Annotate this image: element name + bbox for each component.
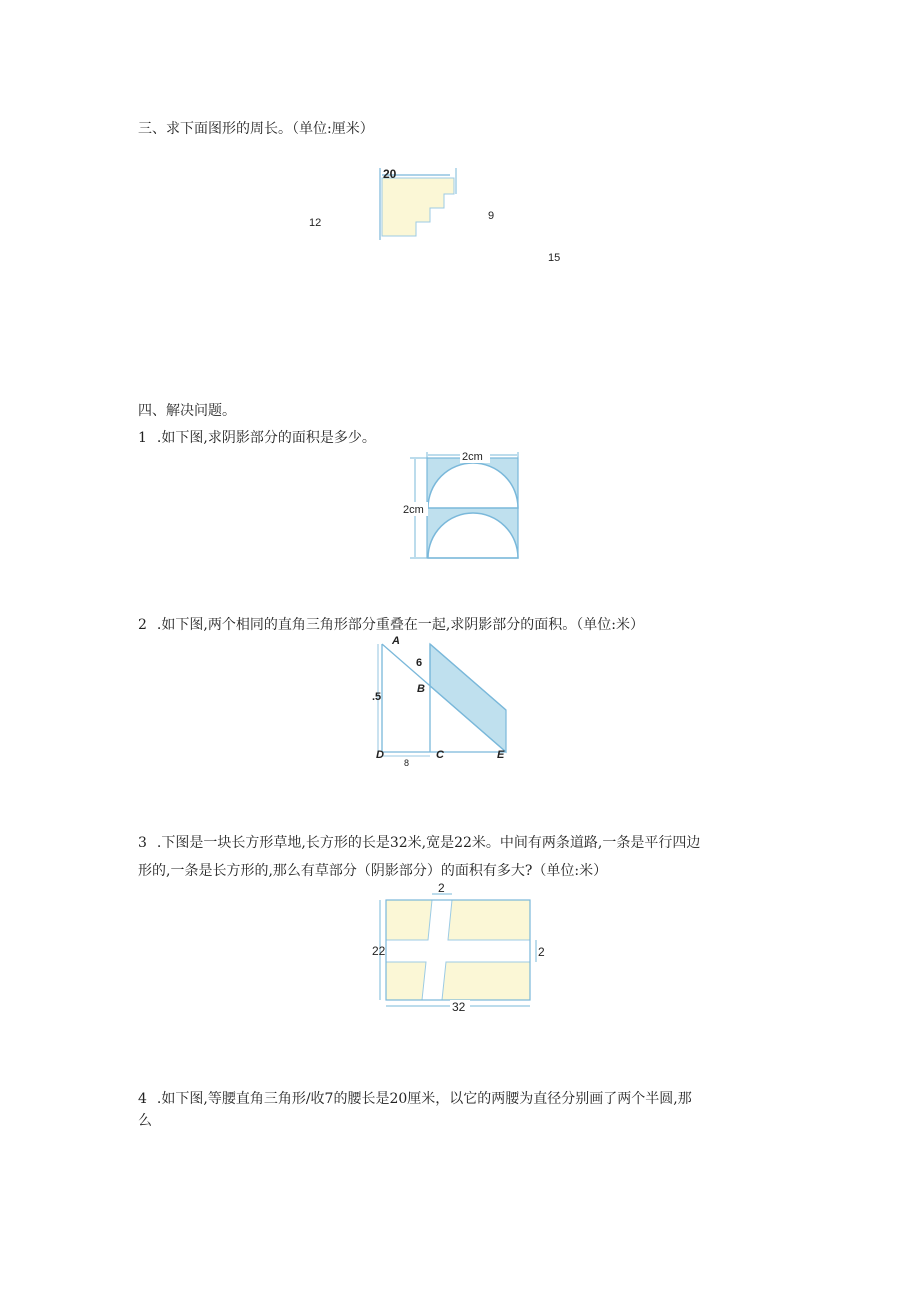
q2-text bbox=[138, 615, 644, 635]
q3-number: 3 bbox=[138, 835, 147, 851]
label-a: A bbox=[392, 635, 400, 647]
shaded-trapezoid bbox=[430, 644, 506, 752]
label-8: 8 bbox=[404, 758, 410, 768]
label-22: 22 bbox=[372, 944, 386, 958]
label-9: 9 bbox=[488, 210, 495, 222]
label-e: E bbox=[497, 749, 505, 761]
q2-body: .如下图,两个相同的直角三角形部分重叠在一起,求阴影部分的面积。（单位:米） bbox=[156, 617, 644, 633]
label-32: 32 bbox=[452, 1000, 466, 1014]
label-d: D bbox=[376, 749, 384, 761]
q4-number: 4 bbox=[138, 1091, 147, 1107]
label-2-top: 2 bbox=[438, 881, 445, 895]
label-2cm-top: 2cm bbox=[462, 451, 483, 463]
lawn-figure bbox=[372, 881, 545, 1014]
label-12: 12 bbox=[309, 217, 322, 229]
q4-text-line1 bbox=[138, 1089, 692, 1109]
label-c: C bbox=[436, 749, 444, 761]
label-6: 6 bbox=[416, 657, 423, 669]
q3-text-line2: 形的,一条是长方形的,那么有草部分（阴影部分）的面积有多大?（单位:米） bbox=[138, 863, 608, 879]
q3-text-line1 bbox=[138, 833, 700, 853]
q4-body-line1: .如下图,等腰直角三角形/收7的腰长是20厘米，以它的两腰为直径分别画了两个半圆,那 bbox=[156, 1091, 692, 1107]
staircase-figure bbox=[378, 164, 458, 244]
q1-body: .如下图,求阴影部分的面积是多少。 bbox=[156, 430, 376, 446]
staircase-shape bbox=[382, 178, 454, 236]
lawn-bottom-left bbox=[386, 962, 426, 1000]
semicircles-figure bbox=[398, 452, 528, 562]
label-15: 15 bbox=[548, 252, 561, 264]
section3-heading: 三、求下面图形的周长。（单位:厘米） bbox=[138, 121, 374, 137]
triangles-figure bbox=[372, 634, 522, 768]
lawn-bottom-right bbox=[442, 962, 530, 1000]
label-2cm-left: 2cm bbox=[403, 504, 424, 516]
label-5: .5 bbox=[372, 691, 382, 703]
lawn-top-right bbox=[448, 900, 530, 940]
section4-heading: 四、解决问题。 bbox=[138, 403, 236, 419]
label-2-right: 2 bbox=[538, 945, 545, 959]
q4-text-line2: 么 bbox=[138, 1113, 152, 1129]
label-b: B bbox=[417, 683, 425, 695]
q1-number: 1 bbox=[138, 430, 147, 446]
q3-body-line1: .下图是一块长方形草地,长方形的长是32米,宽是22米。中间有两条道路,一条是平行四边 bbox=[156, 835, 701, 851]
lawn-top-left bbox=[386, 900, 432, 940]
q1-text bbox=[138, 428, 376, 448]
label-20: 20 bbox=[383, 167, 397, 181]
q2-number: 2 bbox=[138, 617, 147, 633]
